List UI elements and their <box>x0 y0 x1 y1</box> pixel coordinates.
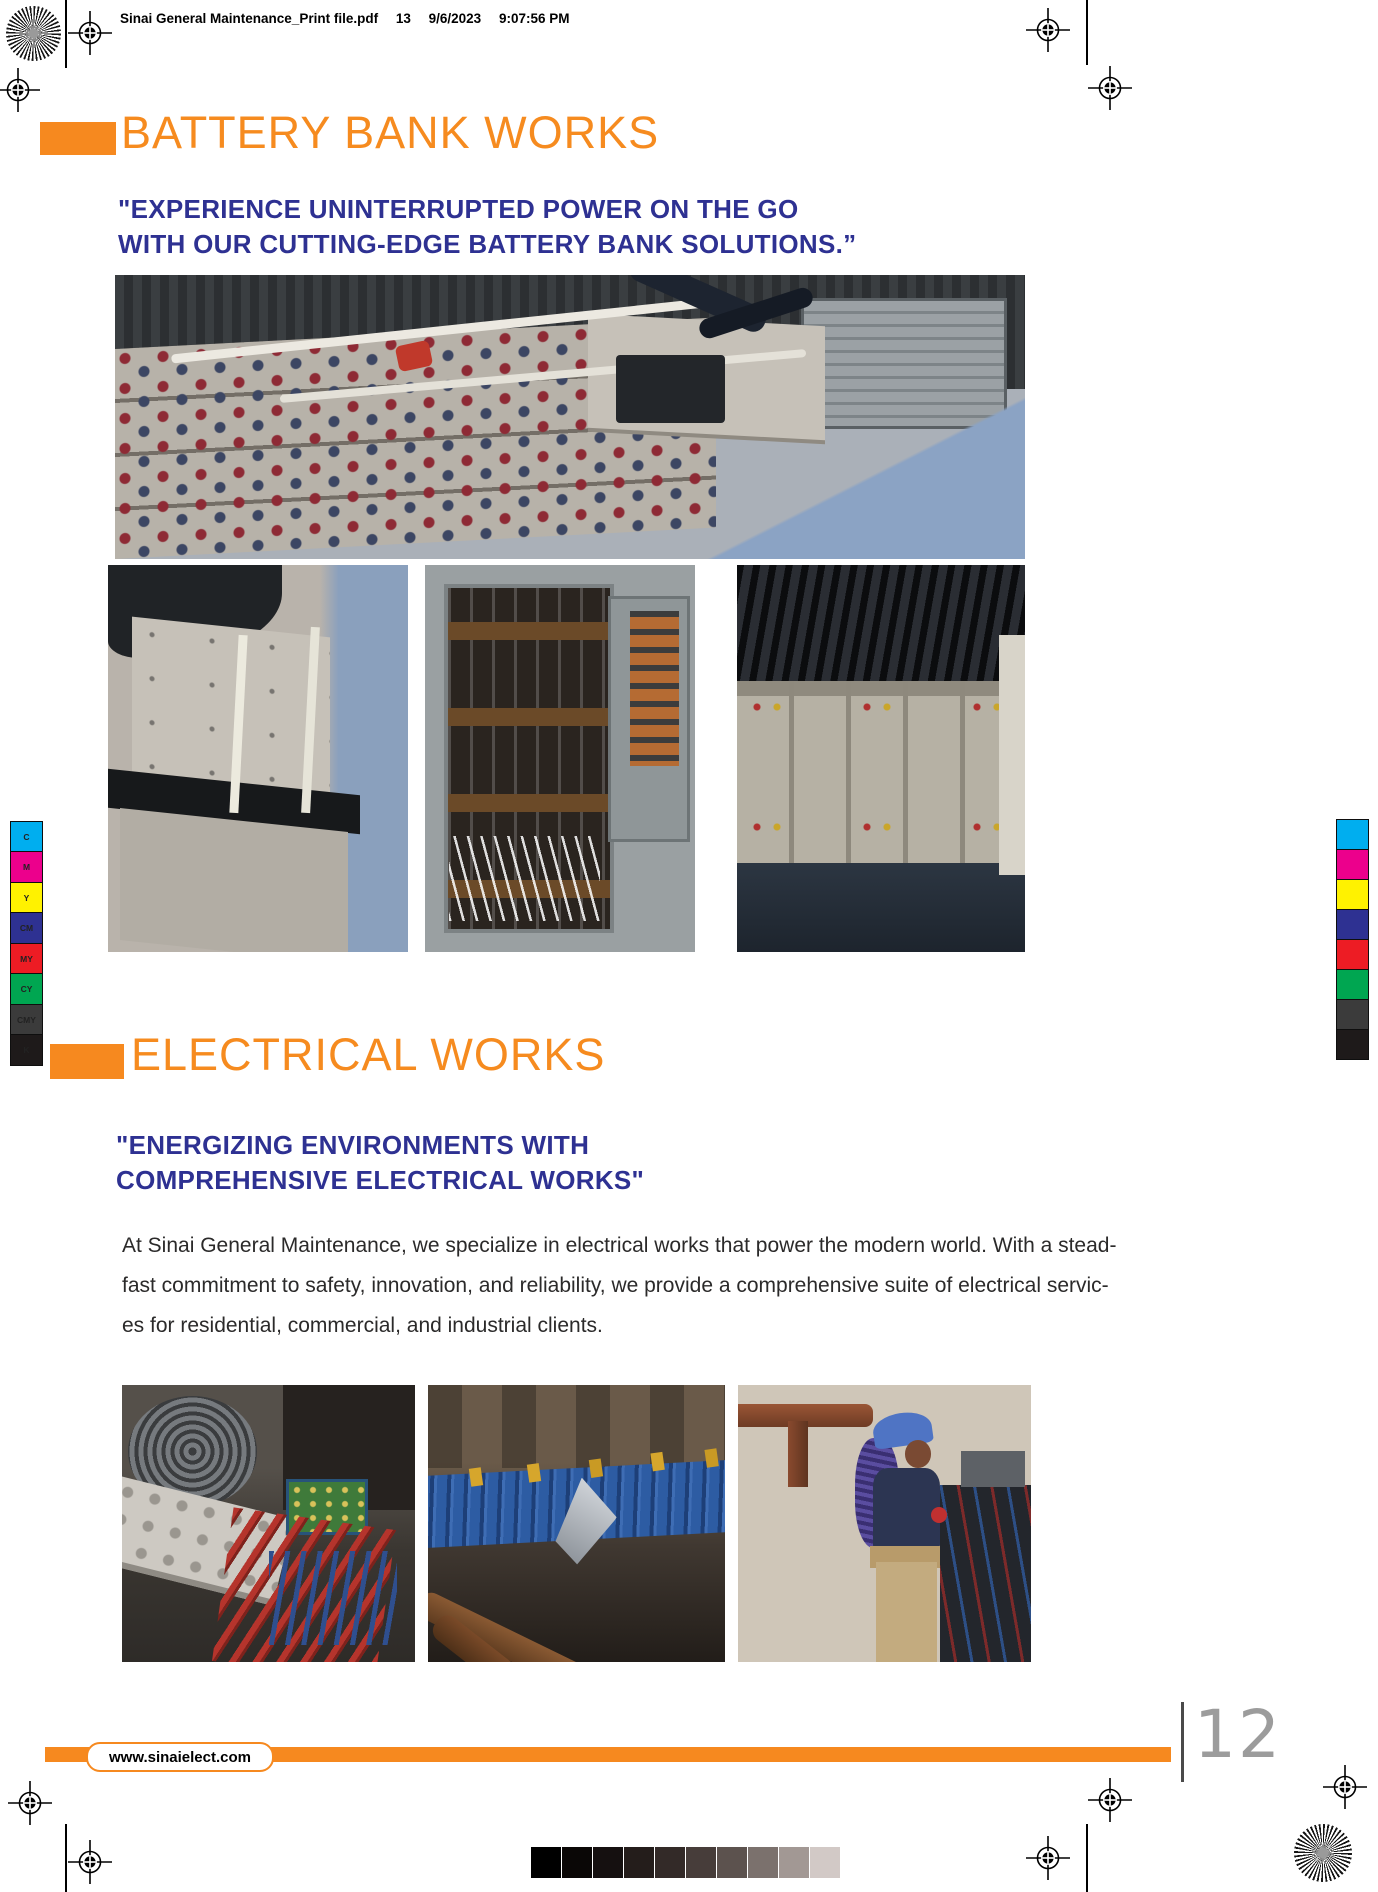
color-calibration-bar-left <box>10 822 43 1066</box>
photo-detail <box>428 1385 725 1468</box>
photo-detail <box>737 681 1025 867</box>
registration-mark <box>8 1781 52 1825</box>
color-swatch <box>10 821 43 853</box>
photo-battery-rack <box>108 565 408 952</box>
registration-mark <box>1088 66 1132 110</box>
grayscale-swatch <box>655 1847 685 1878</box>
photo-battery-bank-room <box>115 275 1025 559</box>
photo-detail <box>905 1440 931 1468</box>
swatch-label: M <box>22 862 31 872</box>
color-swatch <box>1336 939 1369 971</box>
photo-detail <box>999 635 1025 875</box>
swatch-label: C <box>23 831 30 842</box>
trim-line <box>1086 0 1088 65</box>
page-number-divider <box>1181 1702 1184 1782</box>
photo-detail <box>873 1468 940 1551</box>
color-swatch <box>10 1004 43 1036</box>
grayscale-swatch <box>593 1847 623 1878</box>
photo-wire-cutting <box>428 1385 725 1662</box>
electrical-tagline-line2: COMPREHENSIVE ELECTRICAL WORKS" <box>116 1165 645 1195</box>
trim-line <box>1086 1824 1088 1892</box>
section-title-electrical: ELECTRICAL WORKS <box>131 1029 606 1080</box>
battery-tagline-line2: WITH OUR CUTTING-EDGE BATTERY BANK SOLUTIONS.” <box>118 229 857 259</box>
body-text-line1: At Sinai General Maintenance, we specialize in electrical works that power the modern world. With a stead- <box>122 1234 1117 1257</box>
color-swatch <box>1336 879 1369 911</box>
photo-detail <box>737 565 1025 689</box>
page-number: 12 <box>1194 1696 1282 1773</box>
photo-detail <box>876 1562 938 1662</box>
website-label: www.sinaielect.com <box>109 1748 251 1766</box>
grayscale-swatch <box>624 1847 654 1878</box>
grayscale-swatch <box>748 1847 778 1878</box>
color-swatch <box>10 912 43 944</box>
trim-line <box>65 1824 67 1892</box>
registration-mark <box>1323 1765 1367 1809</box>
grayscale-swatch <box>810 1847 840 1878</box>
photo-technician <box>738 1385 1031 1662</box>
color-swatch <box>10 882 43 914</box>
color-swatch <box>10 943 43 975</box>
print-time: 9:07:56 PM <box>498 11 570 26</box>
color-swatch <box>1336 1029 1369 1061</box>
photo-detail <box>788 1421 809 1487</box>
photo-breaker-panel <box>425 565 695 952</box>
heading-accent-bar <box>40 122 116 155</box>
color-swatch <box>1336 999 1369 1031</box>
heading-accent-bar <box>50 1044 124 1079</box>
grayscale-swatch <box>717 1847 747 1878</box>
grayscale-calibration-bar <box>531 1847 840 1878</box>
starburst-mark <box>6 6 61 61</box>
color-swatch <box>1336 909 1369 941</box>
photo-detail <box>120 808 348 952</box>
registration-mark <box>1026 1836 1070 1880</box>
section-title-battery: BATTERY BANK WORKS <box>121 107 660 158</box>
registration-mark <box>68 11 112 55</box>
print-info <box>120 11 584 26</box>
registration-mark <box>0 68 40 112</box>
color-calibration-bar-right <box>1336 820 1369 1060</box>
photo-detail <box>616 355 725 423</box>
electrical-tagline-line1: "ENERGIZING ENVIRONMENTS WITH <box>116 1130 590 1160</box>
photo-detail <box>630 611 679 766</box>
color-swatch <box>10 973 43 1005</box>
grayscale-swatch <box>779 1847 809 1878</box>
photo-cable-tray <box>122 1385 415 1662</box>
swatch-label: K <box>23 1045 30 1055</box>
photo-detail <box>269 1551 398 1645</box>
website-pill <box>86 1742 274 1772</box>
swatch-label: CM <box>19 923 34 933</box>
photo-detail <box>449 836 600 921</box>
registration-mark <box>1026 8 1070 52</box>
starburst-mark <box>1294 1824 1352 1882</box>
grayscale-swatch <box>686 1847 716 1878</box>
color-swatch <box>10 851 43 883</box>
photo-switchgear-room <box>737 565 1025 952</box>
color-swatch <box>1336 969 1369 1001</box>
photo-detail <box>679 383 1025 559</box>
print-filename: Sinai General Maintenance_Print file.pdf <box>120 11 379 26</box>
grayscale-swatch <box>562 1847 592 1878</box>
photo-detail <box>961 1451 1025 1487</box>
color-swatch <box>10 1034 43 1066</box>
body-text-line2: fast commitment to safety, innovation, and reliability, we provide a comprehensive suite of electrical servic- <box>122 1274 1109 1297</box>
print-page-ref: 13 <box>395 11 411 26</box>
print-date: 9/6/2023 <box>428 11 482 26</box>
photo-detail <box>737 863 1025 952</box>
swatch-label: MY <box>20 953 33 964</box>
color-swatch <box>1336 849 1369 881</box>
photo-detail <box>468 1467 482 1486</box>
swatch-label: CMY <box>17 1014 36 1025</box>
registration-mark <box>1088 1778 1132 1822</box>
registration-mark <box>68 1840 112 1884</box>
photo-detail <box>940 1485 1031 1662</box>
trim-line <box>65 0 67 68</box>
body-text-line3: es for residential, commercial, and industrial clients. <box>122 1314 603 1337</box>
swatch-label: Y <box>23 892 30 903</box>
battery-tagline-line1: "EXPERIENCE UNINTERRUPTED POWER ON THE GO <box>118 194 799 224</box>
grayscale-swatch <box>531 1847 561 1878</box>
swatch-label: CY <box>20 984 33 994</box>
color-swatch <box>1336 819 1369 851</box>
